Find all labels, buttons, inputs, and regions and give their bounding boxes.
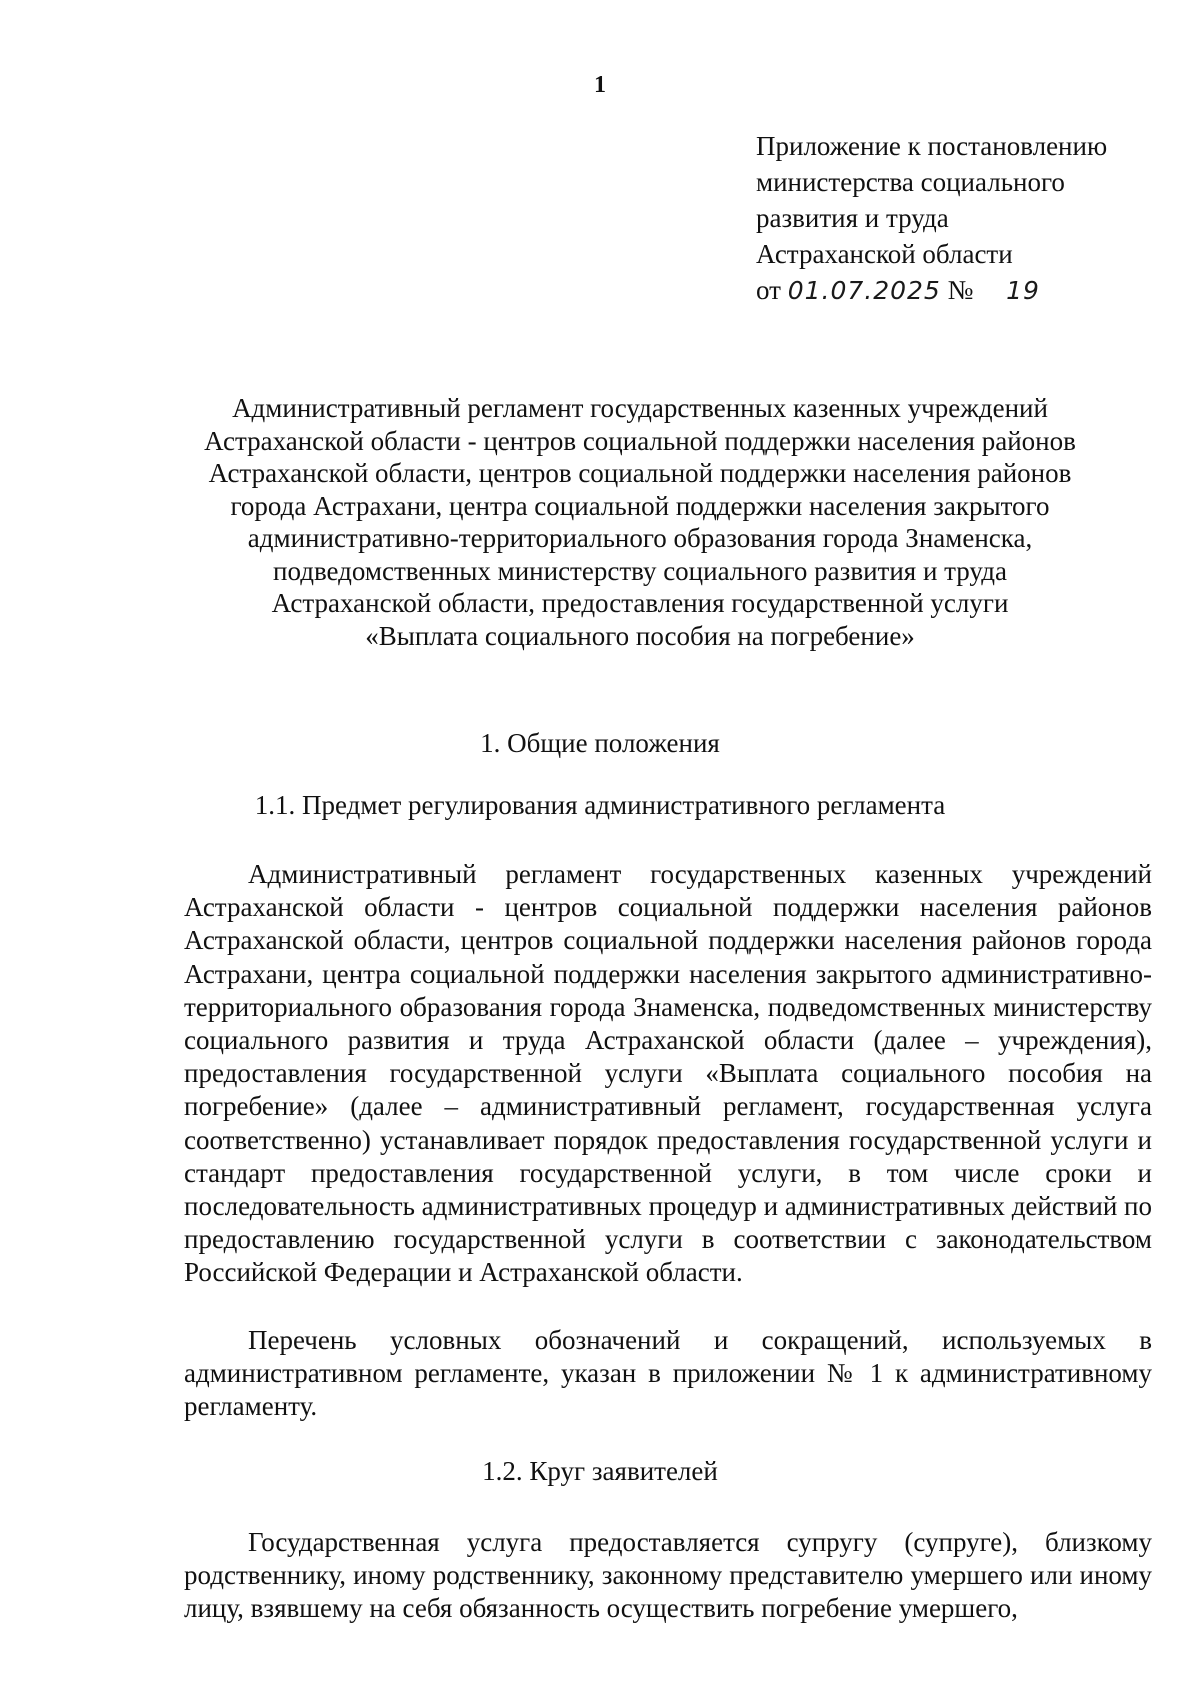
section-heading-general: 1. Общие положения: [480, 728, 720, 758]
handwritten-date: 01.07.2025: [787, 276, 941, 305]
title-line: подведомственных министерству социального развития и труда: [273, 555, 1007, 586]
paragraph-abbreviations: Перечень условных обозначений и сокращений, используемых в административном регламенте, указан в приложении № 1 к административному регламенту.: [184, 1325, 1152, 1422]
appendix-line: Приложение к постановлению: [756, 131, 1108, 161]
paragraph-applicants: Государственная услуга предоставляется супругу (супруге), близкому родственнику, иному родственнику, законному представителю умершего или иному лицу, взявшему на себя обязанность осуществить погребение умершего,: [184, 1527, 1152, 1624]
page-number: 1: [594, 72, 606, 98]
title-line: Астраханской области, предоставления государственной услуги: [271, 588, 1009, 618]
section-heading-subject: 1.1. Предмет регулирования административного регламента: [254, 790, 946, 820]
date-prefix: от: [756, 275, 781, 305]
document-title: [100, 392, 1180, 652]
title-line: города Астрахани, центра социальной поддержки населения закрытого: [230, 490, 1050, 521]
number-sign: №: [947, 275, 974, 305]
handwritten-number: 19: [1006, 276, 1040, 305]
appendix-line: развития и труда: [756, 203, 949, 233]
appendix-line: Астраханской области: [756, 239, 1013, 269]
title-line: Административный регламент государственных казенных учреждений: [232, 393, 1048, 423]
paragraph-regulation-subject: Административный регламент государственных казенных учреждений Астраханской области - центров социальной поддержки населения районов Астраханской области, центров социальной поддержки населения районов города Астрахани, центра социальной поддержки населения закрытого административно-территориального образования города Знаменска, подведомственных министерству социального развития и труда Астраханской области (далее – учреждения), предоставления государственной услуги «Выплата социального пособия на погребение» (далее – административный регламент, государственная услуга соответственно) устанавливает порядок предоставления государственной услуги и стандарт предоставления государственной услуги, в том числе сроки и последовательность административных процедур и административных действий по предоставлению государственной услуги в соответствии с законодательством Российской Федерации и Астраханской области.: [184, 859, 1152, 1288]
appendix-date-line: [756, 272, 1176, 309]
title-line: Астраханской области, центров социальной поддержки населения районов: [208, 458, 1072, 488]
appendix-block: [756, 128, 1176, 309]
appendix-line: министерства социального: [756, 167, 1065, 197]
title-line: Астраханской области - центров социальной поддержки населения районов: [204, 425, 1076, 456]
section-heading-applicants: 1.2. Круг заявителей: [482, 1456, 718, 1486]
title-line: «Выплата социального пособия на погребение»: [365, 620, 915, 651]
title-line: административно-территориального образования города Знаменска,: [247, 523, 1033, 553]
